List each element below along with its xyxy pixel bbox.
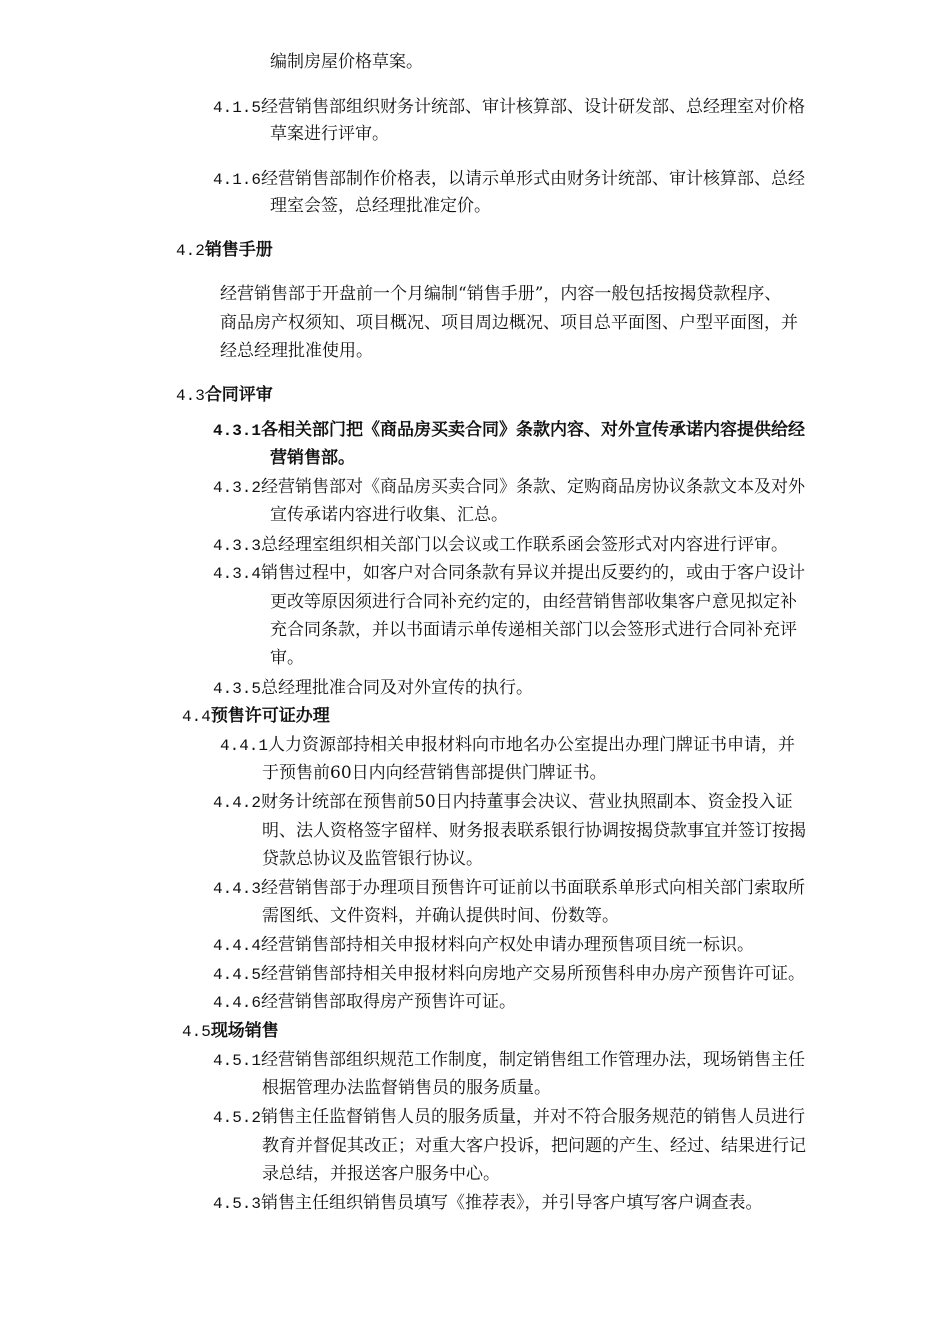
item-4-5-2: 4.5.2销售主任监督销售人员的服务质量，并对不符合服务规范的销售人员进行 (213, 1107, 806, 1127)
section-heading-4-5: 4.5现场销售 (182, 1021, 279, 1041)
text-line: 充合同条款，并以书面请示单传递相关部门以会签形式进行合同补充评 (270, 620, 797, 640)
item-4-1-6: 4.1.6经营销售部制作价格表，以请示单形式由财务计统部、审计核算部、总经 (213, 169, 806, 189)
item-number: 4.4.3 (213, 880, 262, 898)
section-heading-4-2: 4.2销售手册 (176, 240, 273, 260)
item-4-4-6: 4.4.6经营销售部取得房产预售许可证。 (213, 992, 517, 1012)
item-4-3-5: 4.3.5总经理批准合同及对外宣传的执行。 (213, 678, 534, 698)
text-line: 贷款总协议及监管银行协议。 (262, 849, 483, 869)
item-number: 4.4.4 (213, 937, 262, 955)
text-line: 录总结，并报送客户服务中心。 (262, 1164, 500, 1184)
item-number: 4.4.2 (213, 794, 262, 812)
item-4-4-2: 4.4.2财务计统部在预售前50日内持董事会决议、营业执照副本、资金投入证 (213, 792, 793, 812)
item-number: 4.1.6 (213, 171, 262, 189)
text-line: 明、法人资格签字留样、财务报表联系银行协调按揭贷款事宜并签订按揭 (262, 821, 806, 841)
item-4-5-3: 4.5.3销售主任组织销售员填写《推荐表》，并引导客户填写客户调查表。 (213, 1193, 763, 1213)
text-line: 更改等原因须进行合同补充约定的，由经营销售部收集客户意见拟定补 (270, 592, 797, 612)
paragraph-line: 经营销售部于开盘前一个月编制“销售手册”，内容一般包括按揭贷款程序、 (220, 284, 782, 304)
text-line: 编制房屋价格草案。 (270, 52, 423, 72)
paragraph-line: 经总经理批准使用。 (220, 341, 373, 361)
item-number: 4.3.4 (213, 565, 262, 583)
item-4-3-2: 4.3.2经营销售部对《商品房买卖合同》条款、定购商品房协议条款文本及对外 (213, 477, 806, 497)
item-number: 4.4.6 (213, 994, 262, 1012)
item-4-3-4: 4.3.4销售过程中，如客户对合同条款有异议并提出反要约的，或由于客户设计 (213, 563, 806, 583)
text-line: 教育并督促其改正；对重大客户投诉，把问题的产生、经过、结果进行记 (262, 1136, 806, 1156)
item-4-4-5: 4.4.5经营销售部持相关申报材料向房地产交易所预售科申办房产预售许可证。 (213, 964, 806, 984)
item-4-3-1: 4.3.1各相关部门把《商品房买卖合同》条款内容、对外宣传承诺内容提供给经 (213, 420, 806, 440)
item-number: 4.5.2 (213, 1109, 262, 1127)
item-4-5-1: 4.5.1经营销售部组织规范工作制度，制定销售组工作管理办法，现场销售主任 (213, 1050, 806, 1070)
item-4-4-1: 4.4.1人力资源部持相关申报材料向市地名办公室提出办理门牌证书申请，并 (220, 735, 796, 755)
text-line: 审。 (270, 648, 304, 668)
item-4-1-5: 4.1.5经营销售部组织财务计统部、审计核算部、设计研发部、总经理室对价格 (213, 97, 806, 117)
item-number: 4.3.3 (213, 537, 262, 555)
item-number: 4.5.3 (213, 1195, 262, 1213)
item-number: 4.4.1 (220, 737, 269, 755)
text-line: 草案进行评审。 (270, 124, 389, 144)
text-line: 理室会签，总经理批准定价。 (270, 196, 491, 216)
item-4-4-4: 4.4.4经营销售部持相关申报材料向产权处申请办理预售项目统一标识。 (213, 935, 755, 955)
item-number: 4.5.1 (213, 1052, 262, 1070)
item-number: 4.3.5 (213, 680, 262, 698)
text-line: 营销售部。 (270, 448, 355, 468)
item-number: 4.3.1 (213, 422, 262, 440)
item-4-3-3: 4.3.3总经理室组织相关部门以会议或工作联系函会签形式对内容进行评审。 (213, 535, 789, 555)
item-4-4-3: 4.4.3经营销售部于办理项目预售许可证前以书面联系单形式向相关部门索取所 (213, 878, 806, 898)
text-line: 于预售前60日内向经营销售部提供门牌证书。 (262, 763, 607, 783)
text-line: 需图纸、文件资料，并确认提供时间、份数等。 (262, 906, 619, 926)
section-heading-4-4: 4.4预售许可证办理 (182, 706, 330, 726)
section-number: 4.3 (176, 387, 205, 405)
text-line: 宣传承诺内容进行收集、汇总。 (270, 505, 508, 525)
item-number: 4.3.2 (213, 479, 262, 497)
item-number: 4.4.5 (213, 966, 262, 984)
section-number: 4.5 (182, 1023, 211, 1041)
text-line: 根据管理办法监督销售员的服务质量。 (262, 1078, 551, 1098)
section-number: 4.2 (176, 242, 205, 260)
paragraph-line: 商品房产权须知、项目概况、项目周边概况、项目总平面图、户型平面图，并 (220, 313, 798, 333)
section-number: 4.4 (182, 708, 211, 726)
item-number: 4.1.5 (213, 99, 262, 117)
section-heading-4-3: 4.3合同评审 (176, 385, 273, 405)
